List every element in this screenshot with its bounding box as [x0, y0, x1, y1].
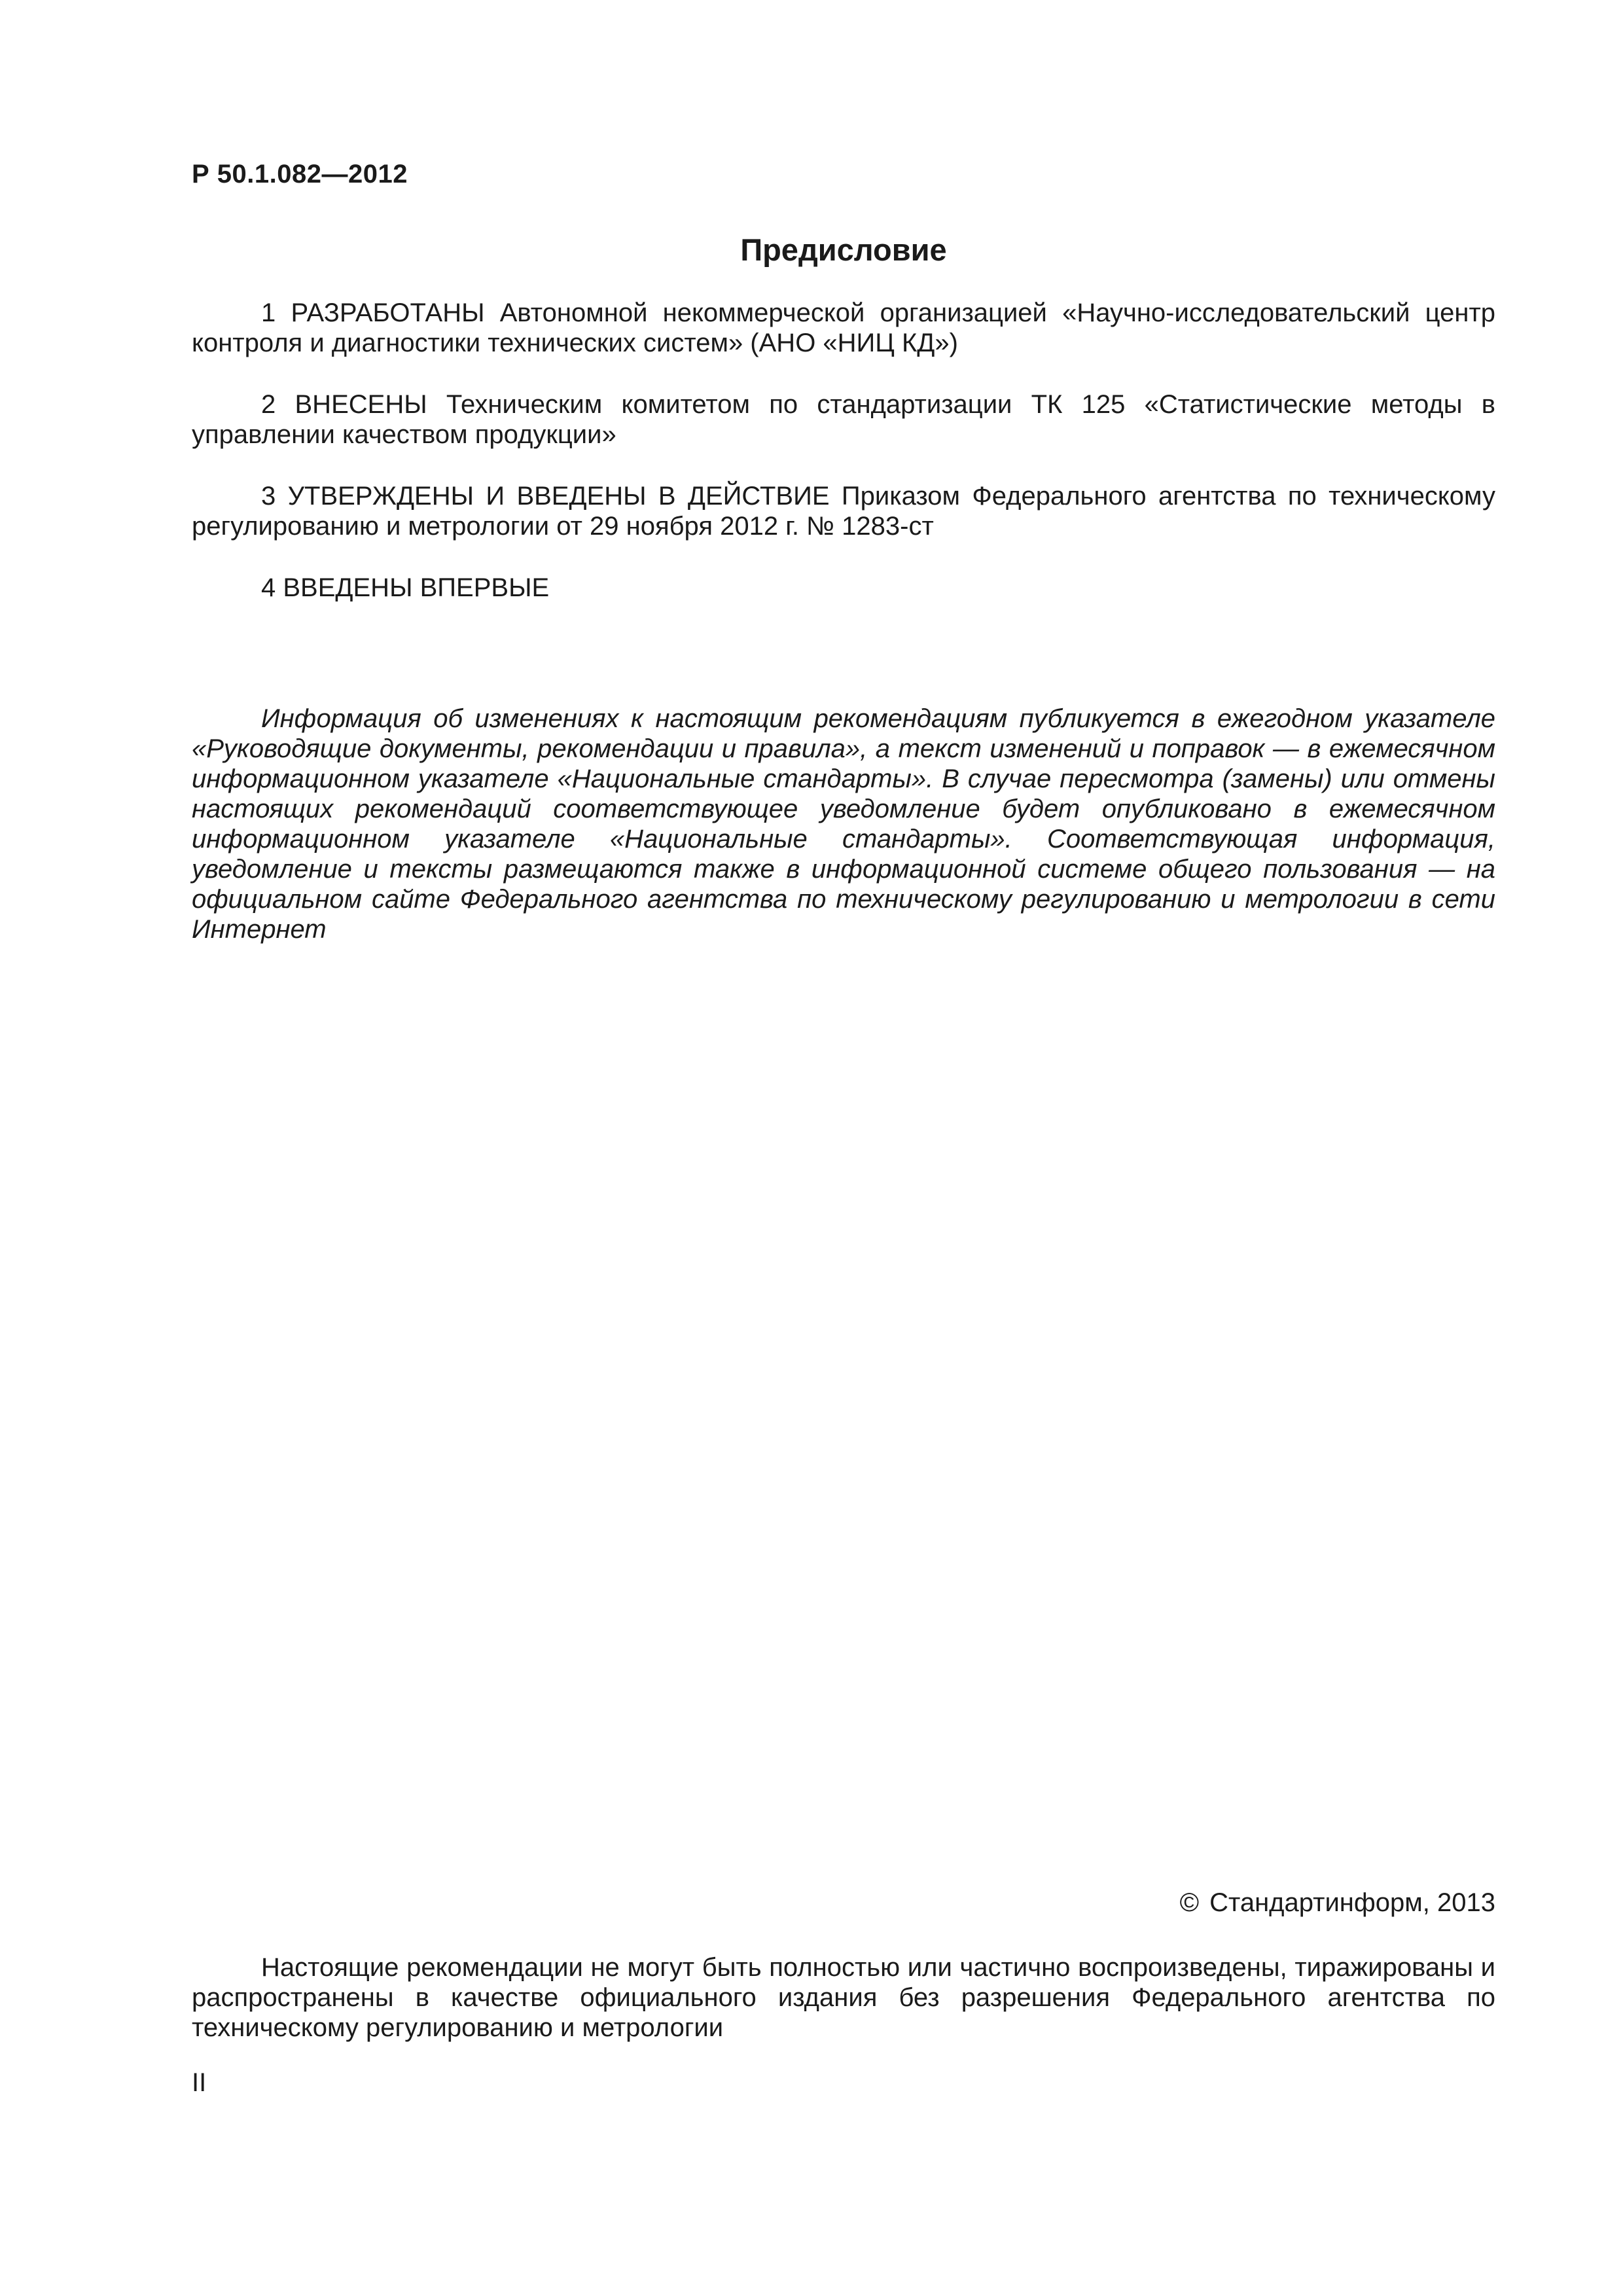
info-notice: Информация об изменениях к настоящим рекомендациям публикуется в ежегодном указателе «Руководящие документы, рекомендации и правила», а текст изменений и поправок — в ежемесячном информационном указателе «Национальные стандарты». В случае пересмотра (замены) или отмены настоящих рекомендаций соответствующее уведомление будет опубликовано в ежемесячном информационном указателе «Национальные стандарты». Соответствующая информация, уведомление и тексты размещаются также в информационной системе общего пользования — на официальном сайте Федерального агентства по техническому регулированию и метрологии в сети Интернет	[192, 704, 1495, 944]
foreword-items	[192, 298, 1495, 634]
item-lead: УТВЕРЖДЕНЫ И ВВЕДЕНЫ В ДЕЙСТВИЕ	[287, 482, 830, 511]
item-lead: РАЗРАБОТАНЫ	[291, 298, 485, 327]
item-lead: ВНЕСЕНЫ	[294, 390, 427, 419]
page-number: II	[192, 2068, 207, 2097]
item-number: 2	[261, 390, 276, 419]
item-lead: ВВЕДЕНЫ ВПЕРВЫЕ	[283, 573, 550, 602]
foreword-item-3	[192, 481, 1495, 541]
item-text: Автономной некоммерческой организацией «Научно-исследовательский центр контроля и диагностики технических систем» (АНО «НИЦ КД»)	[192, 298, 1496, 357]
document-code: Р 50.1.082—2012	[192, 160, 408, 188]
item-number: 1	[261, 298, 276, 327]
foreword-item-2	[192, 389, 1495, 450]
foreword-item-1	[192, 298, 1495, 358]
page-title: Предисловие	[740, 232, 947, 267]
foreword-item-4	[192, 573, 1495, 603]
copyright-line	[1180, 1888, 1495, 1918]
item-text: Приказом Федерального агентства по техническому регулированию и метрологии от 29 ноября 2012 г. № 1283-ст	[192, 482, 1496, 541]
copyright-symbol: ©	[1179, 1888, 1200, 1917]
reproduction-notice: Настоящие рекомендации не могут быть полностью или частично воспроизведены, тиражированы и распространены в качестве официального издания без разрешения Федерального агентства по техническому регулированию и метрологии	[192, 1953, 1495, 2042]
copyright-text: Стандартинформ, 2013	[1209, 1888, 1495, 1917]
item-text: Техническим комитетом по стандартизации ТК 125 «Статистические методы в управлении качеством продукции»	[192, 390, 1495, 449]
item-number: 4	[261, 573, 276, 602]
item-number: 3	[261, 482, 276, 511]
